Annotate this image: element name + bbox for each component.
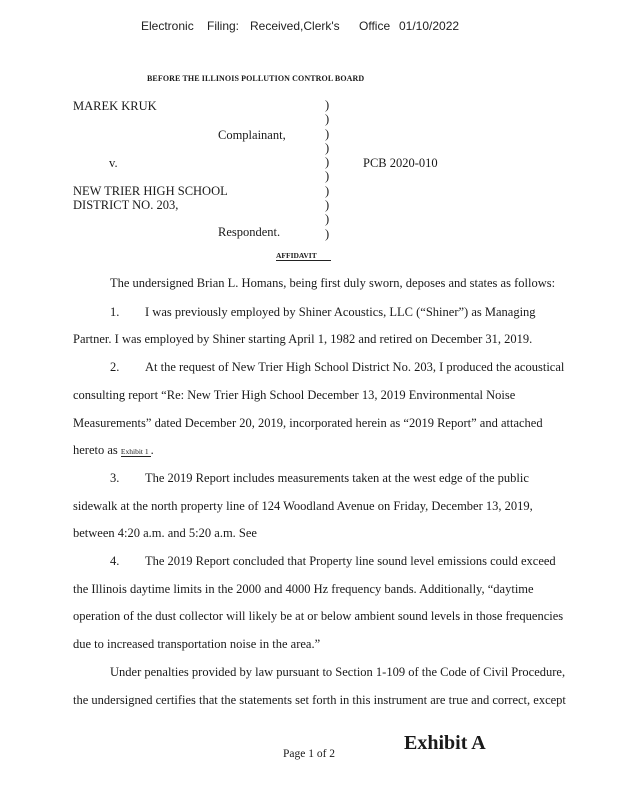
para-3-line: between 4:20 a.m. and 5:20 a.m. See: [73, 526, 257, 540]
paren: ): [325, 140, 330, 155]
paren: ): [325, 183, 330, 198]
para-4-number: 4.: [110, 554, 120, 568]
paren: ): [325, 198, 330, 213]
filing-date: 01/10/2022: [399, 19, 460, 33]
para-2-period: .: [150, 443, 154, 457]
affidavit-title: AFFIDAVIT: [276, 251, 331, 261]
respondent-name-line2: DISTRICT NO. 203,: [73, 198, 179, 212]
complainant-role: Complainant,: [218, 128, 286, 142]
intro-line: The undersigned Brian L. Homans, being first duly sworn, deposes and states as follows:: [110, 276, 556, 290]
versus: v.: [109, 156, 118, 170]
para-1-line: I was previously employed by Shiner Acoustics, LLC (“Shiner”) as Managing: [145, 305, 536, 319]
filing-electronic: Electronic: [141, 19, 194, 33]
para-4-line: due to increased transportation noise in the area.”: [73, 637, 321, 651]
paren: ): [325, 212, 330, 227]
para-3-line: sidewalk at the north property line of 124 Woodland Avenue on Friday, December 13, 2019,: [73, 499, 533, 513]
respondent-name-line1: NEW TRIER HIGH SCHOOL: [73, 184, 228, 198]
para-4-line: The 2019 Report concluded that Property line sound level emissions could exceed: [145, 554, 556, 568]
para-1-line: Partner. I was employed by Shiner starting April 1, 1982 and retired on December 31, 2019.: [73, 332, 533, 346]
paren: ): [325, 112, 330, 127]
para-2-line: consulting report “Re: New Trier High School December 13, 2019 Environmental Noise: [73, 388, 516, 402]
para-3-line: The 2019 Report includes measurements taken at the west edge of the public: [145, 471, 529, 485]
para-4-line: the Illinois daytime limits in the 2000 and 4000 Hz frequency bands. Additionally, “daytime: [73, 582, 534, 596]
respondent-role: Respondent.: [218, 225, 281, 239]
filing-office: Office: [359, 19, 391, 33]
filing-label: Filing:: [207, 19, 240, 33]
filing-received: Received,Clerk's: [250, 19, 340, 33]
para-5-line: Under penalties provided by law pursuant to Section 1-109 of the Code of Civil Procedure,: [110, 665, 566, 679]
para-2-line: At the request of New Trier High School District No. 203, I produced the acoustical: [145, 360, 565, 374]
paren: ): [325, 98, 330, 112]
paren: ): [325, 155, 330, 170]
para-5-line: the undersigned certifies that the statements set forth in this instrument are true and correct, except: [73, 693, 566, 707]
paren: ): [325, 226, 330, 241]
case-number: PCB 2020-010: [363, 156, 438, 170]
exhibit-stamp: Exhibit A: [404, 732, 486, 754]
para-2-line: Measurements” dated December 20, 2019, incorporated herein as “2019 Report” and attached: [73, 416, 543, 430]
para-2-number: 2.: [110, 360, 120, 374]
board-heading: BEFORE THE ILLINOIS POLLUTION CONTROL BOARD: [147, 74, 365, 83]
caption-parentheses: [325, 98, 329, 241]
paren: ): [325, 126, 330, 141]
para-4-line: operation of the dust collector will likely be at or below ambient sound levels in those frequencies: [73, 609, 564, 623]
page-number: Page 1 of 2: [283, 748, 336, 760]
complainant-name: MAREK KRUK: [73, 99, 157, 113]
paren: ): [325, 169, 330, 184]
para-2-text: hereto as: [73, 443, 118, 457]
para-1-number: 1.: [110, 305, 120, 319]
para-2-line-4: [73, 443, 154, 458]
para-3-number: 3.: [110, 471, 120, 485]
exhibit-1-link[interactable]: Exhibit 1: [120, 447, 149, 456]
